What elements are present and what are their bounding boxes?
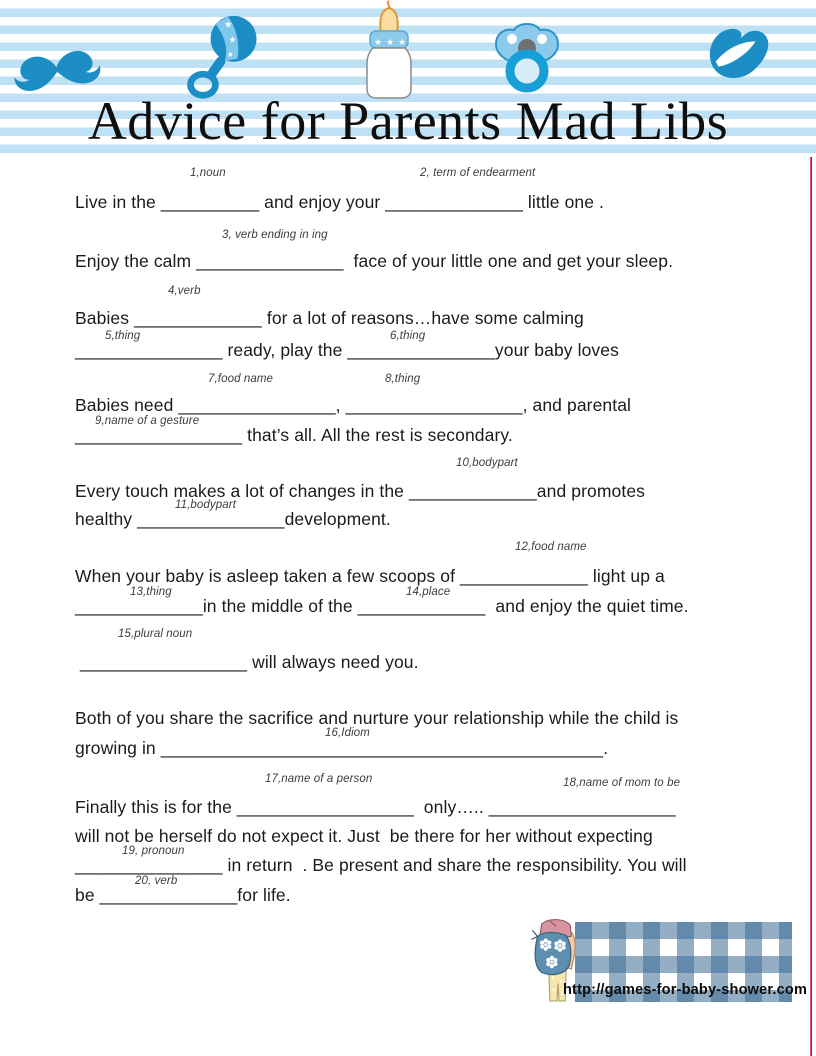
svg-text:★: ★ — [374, 38, 383, 48]
madlib-line-12: Both of you share the sacrifice and nurture your relationship while the child is — [75, 708, 679, 728]
blank-label-5: 5,thing — [105, 330, 141, 342]
blank-label-10: 10,bodypart — [456, 457, 518, 469]
madlib-line-9: When your baby is asleep taken a few scoops of _____________ light up a — [75, 566, 665, 586]
svg-text:★: ★ — [398, 38, 407, 48]
blank-label-3: 3, verb ending in ing — [222, 229, 328, 241]
footer-url-link[interactable]: http://games-for-baby-shower.com — [563, 982, 808, 998]
madlib-line-11: _________________ will always need you. — [75, 652, 419, 672]
madlib-line-17: be ______________for life. — [75, 885, 291, 905]
blank-label-1: 1,noun — [190, 167, 226, 179]
madlib-line-1: Live in the __________ and enjoy your ______________ little one . — [75, 192, 605, 212]
blank-label-8: 8,thing — [385, 373, 421, 385]
blank-label-20: 20, verb — [135, 875, 178, 887]
madlib-line-7: Every touch makes a lot of changes in the _____________and promotes — [75, 481, 645, 501]
madlib-line-16: _______________ in return . Be present and share the responsibility. You will — [75, 855, 687, 875]
svg-text:★: ★ — [226, 49, 234, 59]
blank-label-4: 4,verb — [168, 285, 201, 297]
blank-label-19: 19, pronoun — [122, 845, 185, 857]
madlib-line-14: Finally this is for the __________________ only….. ___________________ — [75, 797, 676, 817]
page-right-border — [810, 157, 812, 1056]
svg-text:★: ★ — [228, 35, 237, 46]
baby-bottle-icon — [358, 0, 420, 100]
madlib-line-8: healthy _______________development. — [75, 509, 391, 529]
blank-label-18: 18,name of mom to be — [563, 777, 681, 789]
madlib-line-6: _________________ that’s all. All the rest is secondary. — [75, 425, 513, 445]
blank-label-15: 15,plural noun — [118, 628, 193, 640]
madlib-line-4: _______________ ready, play the _______________your baby loves — [75, 340, 619, 360]
blank-label-7: 7,food name — [208, 373, 274, 385]
madlib-line-15: will not be herself do not expect it. Just be there for her without expecting — [75, 826, 653, 846]
blank-label-16: 16,Idiom — [325, 727, 370, 739]
madlib-line-5: Babies need ________________, __________________, and parental — [75, 395, 632, 415]
page-title: Advice for Parents Mad Libs — [87, 91, 729, 151]
blank-label-6: 6,thing — [390, 330, 426, 342]
madlib-line-13: growing in _____________________________________________. — [75, 738, 609, 758]
svg-text:★: ★ — [386, 38, 395, 48]
blank-label-11: 11,bodypart — [175, 499, 236, 511]
pacifier-icon — [490, 18, 564, 96]
rattle-icon — [185, 12, 263, 100]
blank-label-14: 14,place — [406, 586, 451, 598]
svg-text:★: ★ — [224, 19, 233, 31]
madlib-line-10: _____________in the middle of the _____________ and enjoy the quiet time. — [75, 596, 689, 616]
header-striped-banner — [0, 0, 816, 157]
blank-label-17: 17,name of a person — [265, 773, 373, 785]
blank-label-2: 2, term of endearment — [420, 167, 536, 179]
blank-label-12: 12,food name — [515, 541, 587, 553]
madlib-line-2: Enjoy the calm _______________ face of your little one and get your sleep. — [75, 251, 674, 271]
blank-label-13: 13,thing — [130, 586, 172, 598]
blank-label-9: 9,name of a gesture — [95, 415, 200, 427]
lips-icon — [704, 20, 772, 86]
madlib-line-3: Babies _____________ for a lot of reasons…have some calming — [75, 308, 584, 328]
